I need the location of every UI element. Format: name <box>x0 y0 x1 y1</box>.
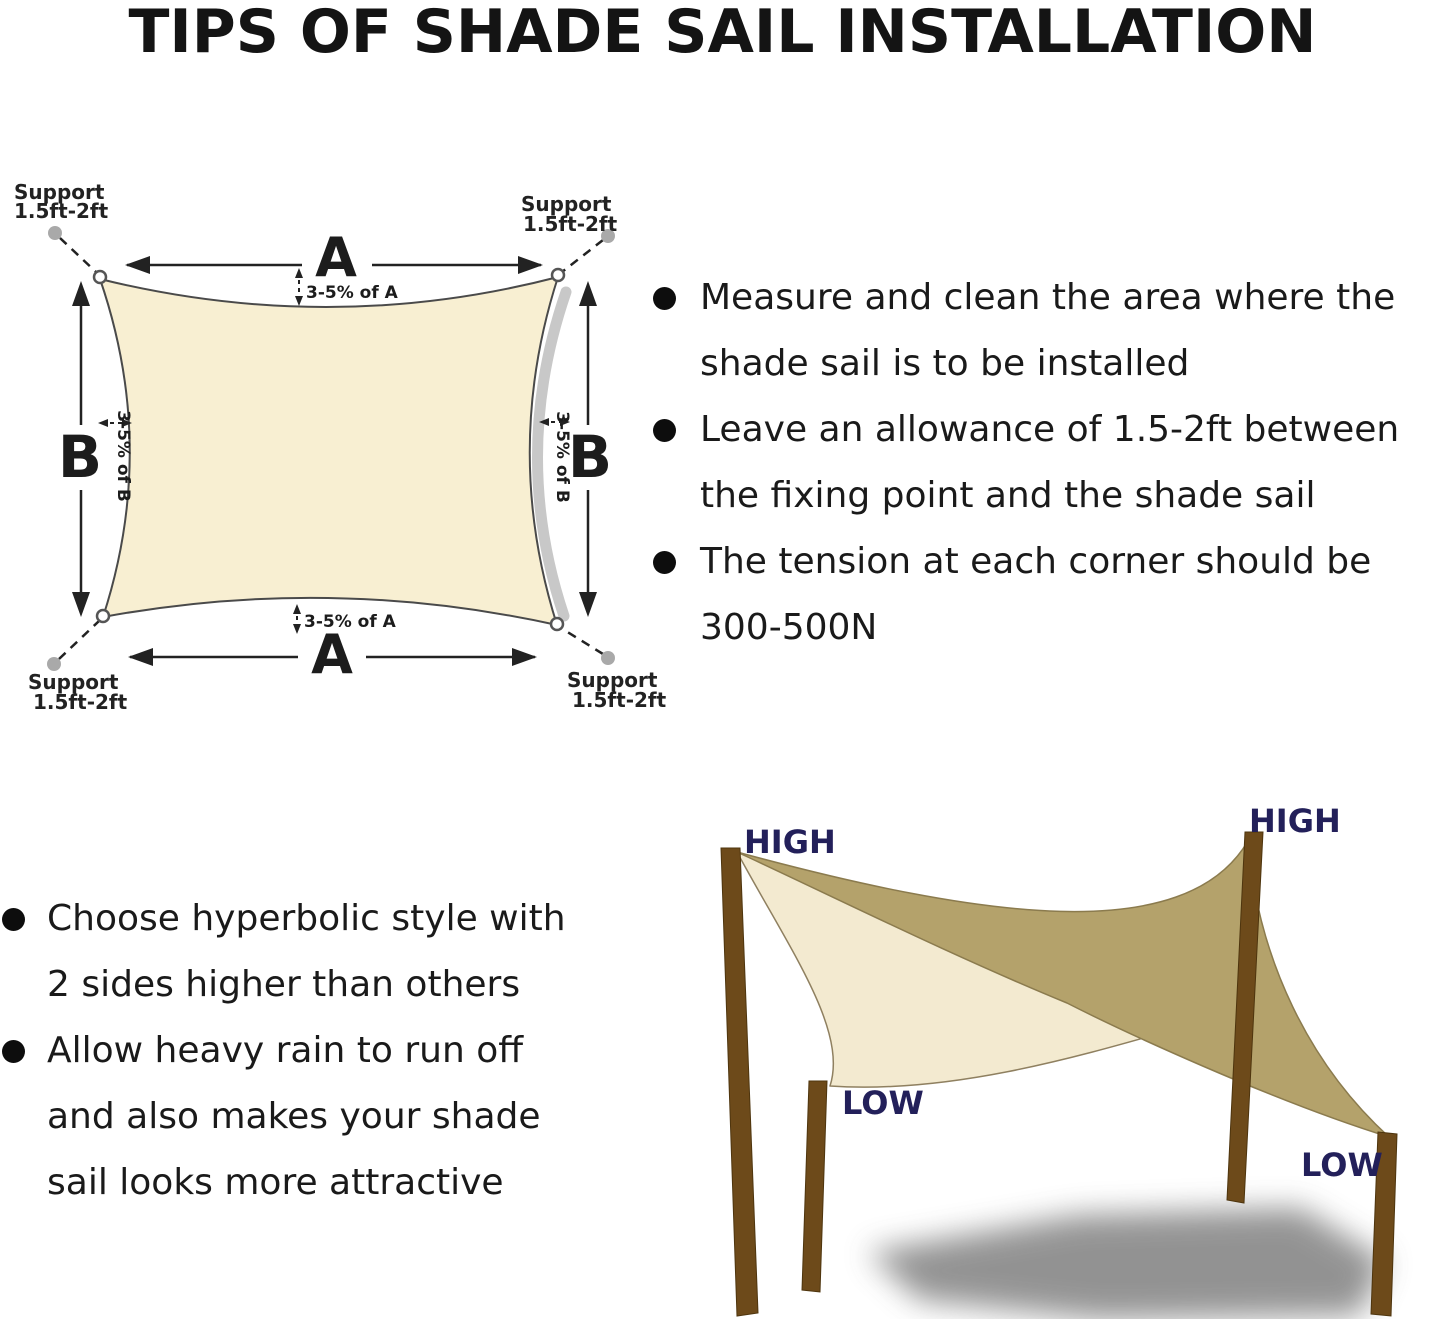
tips-list-left <box>2 886 650 1216</box>
sag-label-a-top: 3-5% of A <box>306 283 398 303</box>
list-item <box>653 529 1445 661</box>
list-item <box>2 1018 650 1216</box>
support-dot <box>601 651 615 665</box>
tip-text <box>700 265 1395 397</box>
bullet-icon <box>653 419 676 442</box>
mini-arrowhead-down <box>295 296 303 306</box>
support-distance-text: 1.5ft-2ft <box>33 690 128 714</box>
tip-text <box>47 886 566 1018</box>
tips-list-right <box>653 265 1445 661</box>
dim-label-a-bottom: A <box>311 623 353 686</box>
dim-label-b-left: B <box>57 423 103 491</box>
support-distance-text: 1.5ft-2ft <box>523 212 618 236</box>
support-label-bottom-left <box>28 670 128 714</box>
tip-line: Measure and clean the area where the <box>700 277 1396 318</box>
tip-line: 2 sides higher than others <box>47 964 521 1005</box>
list-item <box>653 265 1445 397</box>
tip-line: and also makes your shade <box>47 1096 541 1137</box>
page-title: TIPS OF SHADE SAIL INSTALLATION <box>128 0 1317 67</box>
corner-ring <box>552 269 564 281</box>
arrowhead-left <box>128 648 153 666</box>
support-text: Support <box>567 668 658 692</box>
support-text: Support <box>14 180 105 204</box>
ground-shadow <box>868 1208 1385 1319</box>
label-high-left: HIGH <box>744 823 836 861</box>
hyperbolic-sail-illustration <box>690 790 1445 1319</box>
tip-line: Choose hyperbolic style with <box>47 898 566 939</box>
arrowhead-right <box>512 648 537 666</box>
corner-ring <box>94 271 106 283</box>
tip-line: the fixing point and the shade sail <box>700 475 1316 516</box>
support-dot <box>47 657 61 671</box>
tip-text <box>700 529 1371 661</box>
bullet-icon <box>653 551 676 574</box>
sag-label-a-bottom: 3-5% of A <box>304 612 396 632</box>
arrowhead-right <box>518 256 543 274</box>
label-low-left: LOW <box>842 1084 924 1122</box>
label-high-right: HIGH <box>1249 802 1341 840</box>
tip-text <box>47 1018 541 1216</box>
bullet-icon <box>653 287 676 310</box>
mini-arrowhead-up <box>295 268 303 278</box>
support-distance-text: 1.5ft-2ft <box>14 199 109 223</box>
dim-label-a-top: A <box>315 226 357 289</box>
support-text: Support <box>521 192 612 216</box>
arrowhead-down <box>579 592 597 617</box>
arrowhead-left <box>125 256 150 274</box>
tip-line: sail looks more attractive <box>47 1162 504 1203</box>
post-high-left <box>721 848 758 1316</box>
support-text: Support <box>28 670 119 694</box>
list-item <box>2 886 650 1018</box>
tip-line: The tension at each corner should be <box>700 541 1372 582</box>
bullet-icon <box>2 1040 25 1063</box>
corner-ring <box>97 610 109 622</box>
tip-line: 300-500N <box>700 607 878 648</box>
arrowhead-up <box>72 281 90 306</box>
mini-arrowhead-up <box>293 604 301 614</box>
tip-line: shade sail is to be installed <box>700 343 1190 384</box>
sail-shape <box>100 277 558 625</box>
label-low-right: LOW <box>1301 1146 1383 1184</box>
sag-label-b-left: 3-5% of B <box>113 410 133 502</box>
arrowhead-down <box>72 592 90 617</box>
support-dot <box>48 226 62 240</box>
bullet-icon <box>2 908 25 931</box>
support-label-bottom-right <box>567 668 667 712</box>
post-low-left <box>802 1081 827 1292</box>
list-item <box>653 397 1445 529</box>
support-distance-text: 1.5ft-2ft <box>572 688 667 712</box>
tip-text <box>700 397 1399 529</box>
support-label-top-right <box>521 192 618 236</box>
sag-label-b-right: 3-5% of B <box>552 411 572 503</box>
dim-label-b-right: B <box>567 423 613 491</box>
shade-sail-dimension-diagram <box>0 140 680 740</box>
tip-line: Leave an allowance of 1.5-2ft between <box>700 409 1400 450</box>
tip-line: Allow heavy rain to run off <box>47 1030 524 1071</box>
mini-arrowhead-down <box>293 624 301 634</box>
arrowhead-up <box>579 281 597 306</box>
support-label-top-left <box>14 180 109 223</box>
corner-ring <box>551 618 563 630</box>
